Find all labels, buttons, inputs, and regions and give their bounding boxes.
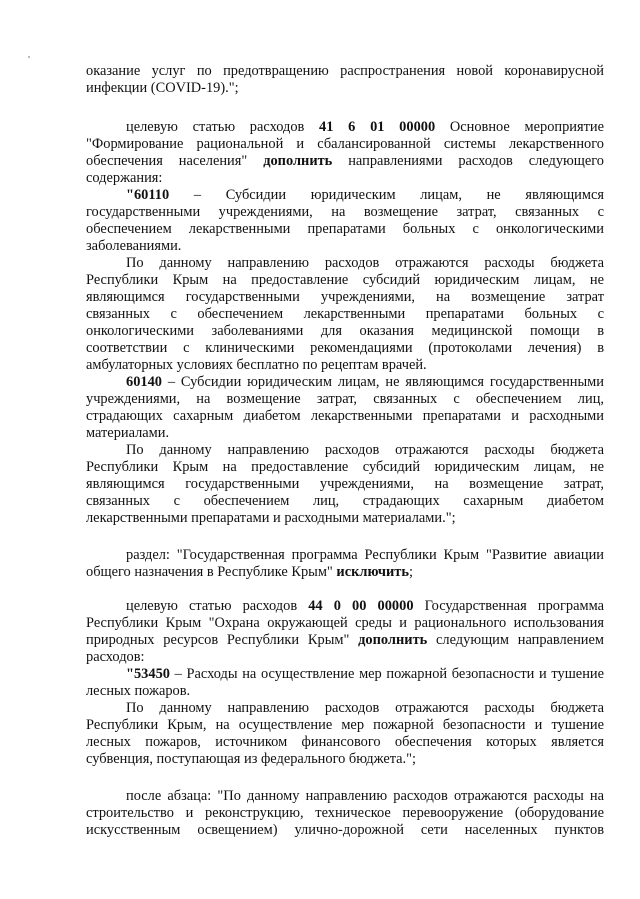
bold-text-fragment: дополнить <box>263 153 333 169</box>
text-line <box>86 717 604 734</box>
text-line <box>86 289 604 306</box>
text-line <box>86 238 604 255</box>
text-line <box>86 425 604 442</box>
text-line <box>86 408 604 425</box>
text-fragment: расходов: <box>86 649 145 665</box>
text-fragment: ; <box>409 564 413 580</box>
text-line <box>86 170 604 187</box>
text-fragment: направлениями расходов следующего <box>332 153 604 169</box>
text-fragment: следующим направлением <box>427 632 604 648</box>
text-fragment: после абзаца: "По данному направлению расходов отражаются расходы на <box>126 788 604 804</box>
text-fragment: строительство и реконструкцию, техническое перевооружение (оборудование <box>86 805 604 821</box>
text-fragment: целевую статью расходов <box>126 119 320 135</box>
text-line <box>86 805 604 822</box>
text-fragment: являющимся государственными учреждениями, на возмещение затрат, <box>86 476 604 492</box>
text-line <box>86 683 604 700</box>
text-fragment: государственными учреждениями, на возмещение затрат, связанных с <box>86 204 604 220</box>
text-fragment: По данному направлению расходов отражаются расходы бюджета <box>126 442 604 458</box>
text-line <box>86 459 604 476</box>
text-line <box>86 323 604 340</box>
text-line <box>86 80 604 97</box>
text-line <box>86 272 604 289</box>
text-fragment: обеспечения населения" <box>86 153 264 169</box>
text-fragment: лесных пожаров, источником финансового обеспечения которых является <box>86 734 604 750</box>
bold-text-fragment: 60140 <box>126 374 162 390</box>
text-line <box>126 374 604 391</box>
text-line <box>126 255 604 272</box>
text-fragment: субвенция, поступающая из федерального бюджета."; <box>86 751 417 767</box>
text-line <box>126 598 604 615</box>
text-line <box>86 357 604 374</box>
text-fragment: являющимся государственными учреждениями, на возмещение затрат <box>86 289 604 305</box>
text-fragment: лесных пожаров. <box>86 683 191 699</box>
text-fragment: искусственным освещением) улично-дорожной сети населенных пунктов <box>86 822 604 838</box>
bold-text-fragment: 44 0 00 00000 <box>308 598 414 614</box>
text-fragment: связанных с обеспечением лиц, страдающих сахарным диабетом <box>86 493 604 509</box>
text-line <box>126 119 604 136</box>
text-line <box>86 632 604 649</box>
text-fragment: По данному направлению расходов отражаются расходы бюджета <box>126 700 604 716</box>
text-line <box>86 221 604 238</box>
text-fragment: Республики Крым на предоставление субсидий юридическим лицам, не <box>86 459 604 475</box>
text-fragment: страдающих сахарным диабетом лекарственными препаратами и расходными <box>86 408 604 424</box>
text-fragment: материалами. <box>86 425 170 441</box>
text-line <box>86 136 604 153</box>
text-fragment: онкологическими заболеваниями для оказания медицинской помощи в <box>86 323 604 339</box>
text-fragment: Основное мероприятие <box>435 119 604 135</box>
text-line <box>86 476 604 493</box>
text-fragment: общего назначения в Республике Крым" <box>86 564 337 580</box>
text-fragment: связанных с обеспечением лекарственными препаратами больных с <box>86 306 604 322</box>
text-fragment: – Субсидии юридическим лицам, не являющимся <box>169 187 604 203</box>
text-line <box>86 391 604 408</box>
text-line <box>86 63 604 80</box>
text-fragment: По данному направлению расходов отражаются расходы бюджета <box>126 255 604 271</box>
text-fragment: раздел: "Государственная программа Республики Крым "Развитие авиации <box>126 547 604 563</box>
bold-text-fragment: "60110 <box>126 187 170 203</box>
text-fragment: учреждениями, на возмещение затрат, связанных с обеспечением лиц, <box>86 391 604 407</box>
text-line <box>86 306 604 323</box>
text-fragment: обеспечением лекарственными препаратами больных с онкологическими <box>86 221 604 237</box>
text-line <box>86 340 604 357</box>
text-fragment: Республики Крым "Охрана окружающей среды и рационального использования <box>86 615 604 631</box>
text-fragment: Республики Крым, на осуществление мер пожарной безопасности и тушение <box>86 717 604 733</box>
scan-speck <box>28 56 30 58</box>
text-line <box>86 615 604 632</box>
text-fragment: заболеваниями. <box>86 238 182 254</box>
text-fragment: соответствии с клиническими рекомендациями (протоколами лечения) в <box>86 340 604 356</box>
text-fragment: амбулаторных условиях бесплатно по рецептам врачей. <box>86 357 427 373</box>
text-line <box>86 564 604 581</box>
text-fragment: природных ресурсов Республики Крым" <box>86 632 359 648</box>
text-fragment: инфекции (COVID-19)."; <box>86 80 239 96</box>
text-line <box>86 649 604 666</box>
text-line <box>126 666 604 683</box>
text-line <box>86 204 604 221</box>
text-line <box>126 442 604 459</box>
text-fragment: лекарственными препаратами и расходными материалами."; <box>86 510 456 526</box>
bold-text-fragment: 41 6 01 00000 <box>319 119 436 135</box>
text-line <box>126 788 604 805</box>
text-line <box>126 547 604 564</box>
text-line <box>126 700 604 717</box>
text-fragment: содержания: <box>86 170 163 186</box>
text-line <box>86 734 604 751</box>
text-fragment: Республики Крым на предоставление субсидий юридическим лицам, не <box>86 272 604 288</box>
text-line <box>86 822 604 839</box>
text-fragment: целевую статью расходов <box>126 598 309 614</box>
text-line <box>86 153 604 170</box>
bold-text-fragment: исключить <box>336 564 409 580</box>
text-line <box>86 751 604 768</box>
text-fragment: Государственная программа <box>413 598 604 614</box>
text-line <box>86 510 604 527</box>
bold-text-fragment: дополнить <box>358 632 428 648</box>
bold-text-fragment: "53450 <box>126 666 170 682</box>
text-line <box>126 187 604 204</box>
text-fragment: оказание услуг по предотвращению распространения новой коронавирусной <box>86 63 604 79</box>
text-fragment: – Расходы на осуществление мер пожарной безопасности и тушение <box>169 666 604 682</box>
text-fragment: – Субсидии юридическим лицам, не являющимся государственными <box>161 374 604 390</box>
text-fragment: "Формирование рациональной и сбалансированной системы лекарственного <box>86 136 604 152</box>
text-line <box>86 493 604 510</box>
